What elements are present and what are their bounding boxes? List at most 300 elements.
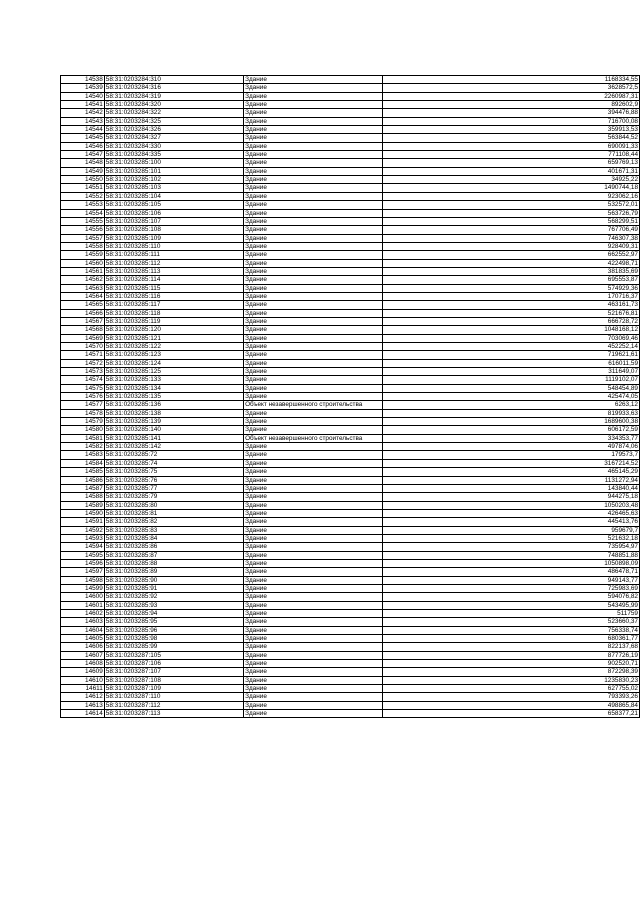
table-row [61,526,640,534]
cadastral-number-cell: 58:31:0203284:320 [104,101,243,109]
cadastral-number-cell: 58:31:0203285:96 [104,626,243,634]
cadastral-value-cell: 680361,77 [382,635,639,643]
object-type-cell: Здание [244,543,383,551]
object-type-cell: Здание [244,676,383,684]
object-type-cell: Здание [244,126,383,134]
cadastral-number-cell: 58:31:0203285:140 [104,426,243,434]
object-type-cell: Здание [244,693,383,701]
table-row [61,242,640,250]
object-type-cell: Здание [244,451,383,459]
object-type-cell: Здание [244,443,383,451]
row-number-cell: 14568 [61,326,105,334]
cadastral-number-cell: 58:31:0203285:92 [104,593,243,601]
table-row [61,635,640,643]
table-row [61,276,640,284]
object-type-cell: Здание [244,117,383,125]
cadastral-value-cell: 143840,44 [382,484,639,492]
row-number-cell: 14612 [61,693,105,701]
cadastral-number-cell: 58:31:0203285:139 [104,418,243,426]
cadastral-value-cell: 34925,22 [382,176,639,184]
table-row [61,418,640,426]
cadastral-number-cell: 58:31:0203285:122 [104,343,243,351]
row-number-cell: 14609 [61,668,105,676]
row-number-cell: 14606 [61,643,105,651]
cadastral-value-cell: 452252,14 [382,343,639,351]
cadastral-number-cell: 58:31:0203285:87 [104,551,243,559]
object-type-cell: Здание [244,643,383,651]
object-type-cell: Здание [244,584,383,592]
cadastral-number-cell: 58:31:0203285:98 [104,635,243,643]
row-number-cell: 14601 [61,601,105,609]
cadastral-number-cell: 58:31:0203285:80 [104,501,243,509]
cadastral-number-cell: 58:31:0203285:89 [104,568,243,576]
cadastral-value-cell: 563726,79 [382,209,639,217]
row-number-cell: 14562 [61,276,105,284]
cadastral-number-cell: 58:31:0203285:117 [104,301,243,309]
cadastral-value-cell: 748851,88 [382,551,639,559]
table-row [61,84,640,92]
object-type-cell: Объект незавершенного строительства [244,401,383,409]
object-type-cell: Здание [244,526,383,534]
cadastral-value-cell: 594076,82 [382,593,639,601]
row-number-cell: 14557 [61,234,105,242]
cadastral-value-cell: 902520,71 [382,660,639,668]
object-type-cell: Здание [244,593,383,601]
row-number-cell: 14571 [61,351,105,359]
object-type-cell: Здание [244,251,383,259]
cadastral-number-cell: 58:31:0203285:110 [104,242,243,250]
object-type-cell: Здание [244,209,383,217]
cadastral-value-cell: 3167214,52 [382,459,639,467]
row-number-cell: 14563 [61,284,105,292]
cadastral-number-cell: 58:31:0203285:93 [104,601,243,609]
object-type-cell: Здание [244,242,383,250]
cadastral-number-cell: 58:31:0203284:319 [104,92,243,100]
table-row [61,101,640,109]
cadastral-number-cell: 58:31:0203287:113 [104,710,243,718]
table-row [61,610,640,618]
object-type-cell: Здание [244,710,383,718]
table-row [61,142,640,150]
row-number-cell: 14604 [61,626,105,634]
object-type-cell: Здание [244,192,383,200]
cadastral-number-cell: 58:31:0203285:115 [104,284,243,292]
cadastral-number-cell: 58:31:0203285:105 [104,201,243,209]
cadastral-value-cell: 771108,44 [382,151,639,159]
cadastral-value-cell: 666728,72 [382,317,639,325]
table-row [61,543,640,551]
row-number-cell: 14577 [61,401,105,409]
table-row [61,359,640,367]
object-type-cell: Здание [244,668,383,676]
row-number-cell: 14597 [61,568,105,576]
table-row [61,518,640,526]
cadastral-number-cell: 58:31:0203285:120 [104,326,243,334]
cadastral-value-cell: 426465,63 [382,509,639,517]
cadastral-value-cell: 463161,73 [382,301,639,309]
table-row [61,676,640,684]
cadastral-number-cell: 58:31:0203285:88 [104,559,243,567]
cadastral-number-cell: 58:31:0203285:109 [104,234,243,242]
row-number-cell: 14540 [61,92,105,100]
row-number-cell: 14586 [61,476,105,484]
table-row [61,309,640,317]
cadastral-value-cell: 548454,89 [382,384,639,392]
table-row [61,368,640,376]
object-type-cell: Здание [244,284,383,292]
row-number-cell: 14543 [61,117,105,125]
cadastral-number-cell: 58:31:0203285:142 [104,443,243,451]
cadastral-number-cell: 58:31:0203285:134 [104,384,243,392]
cadastral-value-cell: 716700,08 [382,117,639,125]
row-number-cell: 14579 [61,418,105,426]
cadastral-number-cell: 58:31:0203284:335 [104,151,243,159]
table-row [61,176,640,184]
table-row [61,701,640,709]
table-row [61,217,640,225]
object-type-cell: Здание [244,618,383,626]
object-type-cell: Здание [244,92,383,100]
table-row [61,167,640,175]
object-type-cell: Здание [244,76,383,84]
object-type-cell: Здание [244,509,383,517]
object-type-cell: Здание [244,685,383,693]
cadastral-value-cell: 703069,46 [382,334,639,342]
cadastral-number-cell: 58:31:0203285:113 [104,267,243,275]
object-type-cell: Здание [244,101,383,109]
table-row [61,251,640,259]
object-type-cell: Здание [244,301,383,309]
table-row [61,267,640,275]
cadastral-number-cell: 58:31:0203287:107 [104,668,243,676]
cadastral-value-cell: 422498,71 [382,259,639,267]
cadastral-number-cell: 58:31:0203287:106 [104,660,243,668]
cadastral-number-cell: 58:31:0203285:102 [104,176,243,184]
row-number-cell: 14589 [61,501,105,509]
row-number-cell: 14545 [61,134,105,142]
object-type-cell: Здание [244,176,383,184]
cadastral-number-cell: 58:31:0203285:99 [104,643,243,651]
row-number-cell: 14558 [61,242,105,250]
object-type-cell: Здание [244,134,383,142]
row-number-cell: 14578 [61,409,105,417]
table-row [61,126,640,134]
cadastral-value-cell: 822137,68 [382,643,639,651]
table-row [61,643,640,651]
row-number-cell: 14566 [61,309,105,317]
cadastral-number-cell: 58:31:0203285:108 [104,226,243,234]
cadastral-number-cell: 58:31:0203285:136 [104,401,243,409]
row-number-cell: 14610 [61,676,105,684]
table-row [61,434,640,442]
cadastral-number-cell: 58:31:0203285:111 [104,251,243,259]
cadastral-value-cell: 662552,97 [382,251,639,259]
table-row [61,601,640,609]
cadastral-value-cell: 756338,74 [382,626,639,634]
cadastral-value-cell: 311649,07 [382,368,639,376]
cadastral-number-cell: 58:31:0203285:107 [104,217,243,225]
table-row [61,76,640,84]
object-type-cell: Здание [244,660,383,668]
cadastral-number-cell: 58:31:0203285:119 [104,317,243,325]
row-number-cell: 14570 [61,343,105,351]
table-row [61,201,640,209]
table-row [61,209,640,217]
row-number-cell: 14555 [61,217,105,225]
cadastral-value-table [60,75,640,718]
cadastral-value-cell: 725983,69 [382,584,639,592]
row-number-cell: 14608 [61,660,105,668]
object-type-cell: Здание [244,459,383,467]
cadastral-value-cell: 543495,99 [382,601,639,609]
object-type-cell: Здание [244,493,383,501]
table-row [61,576,640,584]
cadastral-value-cell: 170716,37 [382,292,639,300]
row-number-cell: 14548 [61,159,105,167]
object-type-cell: Здание [244,317,383,325]
cadastral-value-cell: 511759 [382,610,639,618]
table-row [61,117,640,125]
table-row [61,426,640,434]
row-number-cell: 14581 [61,434,105,442]
object-type-cell: Здание [244,368,383,376]
cadastral-value-cell: 767706,49 [382,226,639,234]
cadastral-number-cell: 58:31:0203287:112 [104,701,243,709]
table-row [61,292,640,300]
table-row [61,693,640,701]
cadastral-value-cell: 735954,97 [382,543,639,551]
cadastral-number-cell: 58:31:0203287:105 [104,651,243,659]
row-number-cell: 14602 [61,610,105,618]
cadastral-number-cell: 58:31:0203287:110 [104,693,243,701]
cadastral-number-cell: 58:31:0203284:316 [104,84,243,92]
cadastral-value-cell: 334353,77 [382,434,639,442]
table-row [61,451,640,459]
object-type-cell: Здание [244,334,383,342]
cadastral-value-cell: 574929,36 [382,284,639,292]
row-number-cell: 14611 [61,685,105,693]
object-type-cell: Здание [244,601,383,609]
row-number-cell: 14583 [61,451,105,459]
cadastral-value-cell: 381835,69 [382,267,639,275]
cadastral-number-cell: 58:31:0203285:95 [104,618,243,626]
cadastral-value-cell: 394476,88 [382,109,639,117]
cadastral-value-cell: 872298,39 [382,668,639,676]
row-number-cell: 14614 [61,710,105,718]
cadastral-value-cell: 1689600,38 [382,418,639,426]
row-number-cell: 14572 [61,359,105,367]
object-type-cell: Здание [244,276,383,284]
row-number-cell: 14585 [61,468,105,476]
cadastral-value-cell: 6263,12 [382,401,639,409]
cadastral-value-cell: 563844,52 [382,134,639,142]
table-row [61,710,640,718]
row-number-cell: 14574 [61,376,105,384]
row-number-cell: 14538 [61,76,105,84]
cadastral-value-cell: 944275,18 [382,493,639,501]
cadastral-number-cell: 58:31:0203285:123 [104,351,243,359]
row-number-cell: 14552 [61,192,105,200]
cadastral-value-cell: 658377,21 [382,710,639,718]
table-row [61,476,640,484]
row-number-cell: 14588 [61,493,105,501]
object-type-cell: Здание [244,184,383,192]
cadastral-number-cell: 58:31:0203285:141 [104,434,243,442]
table-row [61,618,640,626]
cadastral-number-cell: 58:31:0203285:76 [104,476,243,484]
cadastral-number-cell: 58:31:0203285:135 [104,393,243,401]
table-row [61,284,640,292]
table-row [61,509,640,517]
object-type-cell: Здание [244,267,383,275]
table-row [61,493,640,501]
cadastral-number-cell: 58:31:0203285:72 [104,451,243,459]
row-number-cell: 14569 [61,334,105,342]
cadastral-value-cell: 928409,31 [382,242,639,250]
cadastral-number-cell: 58:31:0203285:91 [104,584,243,592]
row-number-cell: 14546 [61,142,105,150]
table-row [61,685,640,693]
row-number-cell: 14591 [61,518,105,526]
cadastral-value-cell: 1050898,09 [382,559,639,567]
cadastral-number-cell: 58:31:0203285:83 [104,526,243,534]
object-type-cell: Здание [244,484,383,492]
row-number-cell: 14541 [61,101,105,109]
object-type-cell: Здание [244,292,383,300]
cadastral-value-cell: 2260987,31 [382,92,639,100]
cadastral-number-cell: 58:31:0203285:104 [104,192,243,200]
cadastral-number-cell: 58:31:0203285:94 [104,610,243,618]
table-row [61,668,640,676]
cadastral-value-cell: 819933,63 [382,409,639,417]
row-number-cell: 14542 [61,109,105,117]
table-row [61,409,640,417]
cadastral-value-cell: 1119102,07 [382,376,639,384]
cadastral-value-cell: 659769,13 [382,159,639,167]
cadastral-number-cell: 58:31:0203285:114 [104,276,243,284]
table-row [61,301,640,309]
cadastral-value-cell: 690091,33 [382,142,639,150]
cadastral-number-cell: 58:31:0203285:77 [104,484,243,492]
cadastral-value-cell: 1235830,23 [382,676,639,684]
cadastral-value-cell: 521632,18 [382,534,639,542]
object-type-cell: Здание [244,351,383,359]
cadastral-number-cell: 58:31:0203284:326 [104,126,243,134]
cadastral-number-cell: 58:31:0203285:84 [104,534,243,542]
object-type-cell: Здание [244,84,383,92]
object-type-cell: Здание [244,551,383,559]
row-number-cell: 14605 [61,635,105,643]
table-row [61,326,640,334]
row-number-cell: 14556 [61,226,105,234]
cadastral-number-cell: 58:31:0203284:325 [104,117,243,125]
cadastral-value-cell: 959679,7 [382,526,639,534]
row-number-cell: 14613 [61,701,105,709]
cadastral-number-cell: 58:31:0203285:75 [104,468,243,476]
table-row [61,660,640,668]
object-type-cell: Здание [244,201,383,209]
table-row [61,343,640,351]
object-type-cell: Здание [244,151,383,159]
object-type-cell: Здание [244,651,383,659]
object-type-cell: Здание [244,259,383,267]
cadastral-value-cell: 465145,29 [382,468,639,476]
row-number-cell: 14553 [61,201,105,209]
table-row [61,159,640,167]
cadastral-number-cell: 58:31:0203285:74 [104,459,243,467]
table-row [61,593,640,601]
row-number-cell: 14564 [61,292,105,300]
cadastral-value-cell: 877726,19 [382,651,639,659]
cadastral-value-cell: 695553,87 [382,276,639,284]
object-type-cell: Здание [244,568,383,576]
row-number-cell: 14607 [61,651,105,659]
row-number-cell: 14567 [61,317,105,325]
cadastral-value-cell: 949143,77 [382,576,639,584]
object-type-cell: Здание [244,376,383,384]
object-type-cell: Здание [244,409,383,417]
object-type-cell: Здание [244,226,383,234]
row-number-cell: 14587 [61,484,105,492]
table-row [61,376,640,384]
cadastral-value-cell: 497874,06 [382,443,639,451]
object-type-cell: Здание [244,309,383,317]
object-type-cell: Здание [244,109,383,117]
cadastral-value-cell: 445413,76 [382,518,639,526]
object-type-cell: Здание [244,576,383,584]
table-row [61,501,640,509]
object-type-cell: Здание [244,610,383,618]
cadastral-number-cell: 58:31:0203284:327 [104,134,243,142]
table-row [61,443,640,451]
table-row [61,151,640,159]
table-row [61,134,640,142]
object-type-cell: Здание [244,534,383,542]
cadastral-value-cell: 746307,38 [382,234,639,242]
table-row [61,551,640,559]
cadastral-number-cell: 58:31:0203285:112 [104,259,243,267]
cadastral-number-cell: 58:31:0203285:103 [104,184,243,192]
cadastral-value-cell: 1490744,18 [382,184,639,192]
cadastral-number-cell: 58:31:0203285:79 [104,493,243,501]
row-number-cell: 14603 [61,618,105,626]
table-row [61,568,640,576]
row-number-cell: 14594 [61,543,105,551]
cadastral-number-cell: 58:31:0203285:81 [104,509,243,517]
cadastral-value-cell: 1131272,94 [382,476,639,484]
cadastral-number-cell: 58:31:0203285:101 [104,167,243,175]
object-type-cell: Объект незавершенного строительства [244,434,383,442]
object-type-cell: Здание [244,167,383,175]
object-type-cell: Здание [244,159,383,167]
cadastral-number-cell: 58:31:0203287:108 [104,676,243,684]
object-type-cell: Здание [244,701,383,709]
cadastral-number-cell: 58:31:0203285:116 [104,292,243,300]
row-number-cell: 14561 [61,267,105,275]
cadastral-value-cell: 793393,26 [382,693,639,701]
object-type-cell: Здание [244,359,383,367]
object-type-cell: Здание [244,418,383,426]
cadastral-value-cell: 923062,16 [382,192,639,200]
row-number-cell: 14573 [61,368,105,376]
object-type-cell: Здание [244,476,383,484]
cadastral-value-cell: 892602,9 [382,101,639,109]
table-row [61,559,640,567]
cadastral-value-cell: 627755,02 [382,685,639,693]
row-number-cell: 14551 [61,184,105,192]
table-row [61,334,640,342]
object-type-cell: Здание [244,343,383,351]
